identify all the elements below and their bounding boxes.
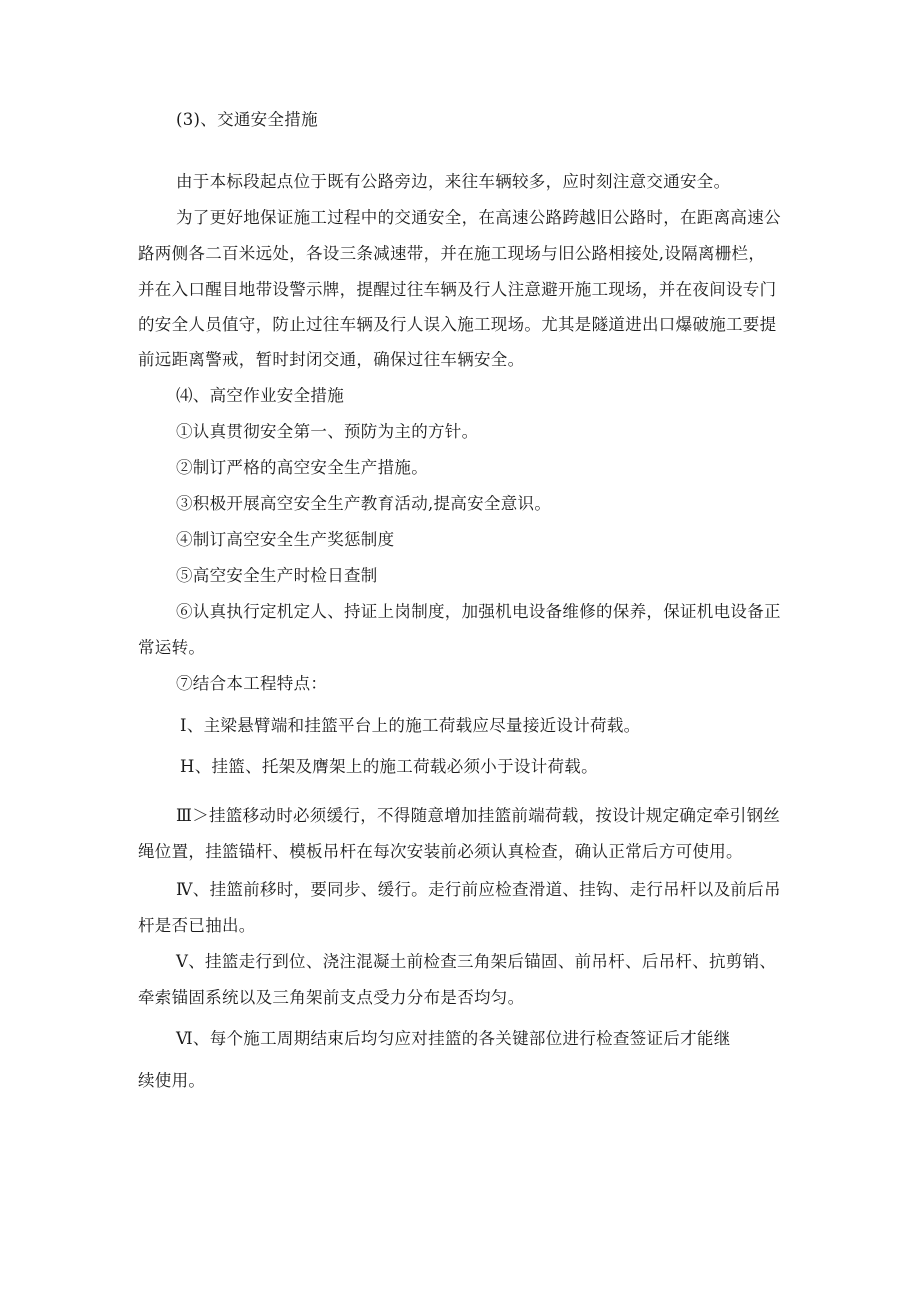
paragraph-line: 的安全人员值守，防止过往车辆及行人误入施工现场。尤其是隧道进出口爆破施工要提 [138, 315, 777, 334]
sub-item: H、挂篮、托架及膺架上的施工荷载必须小于设计荷载。 [180, 757, 598, 776]
sub-item: Ⅴ、挂篮走行到位、浇注混凝土前检查三角架后锚固、前吊杆、后吊杆、抗剪销、 [176, 952, 777, 971]
list-item: ⑦结合本工程特点： [176, 674, 328, 693]
paragraph-line: 前远距离警戒，暂时封闭交通，确保过往车辆安全。 [138, 350, 525, 369]
list-item: ⑥认真执行定机定人、持证上岗制度，加强机电设备维修的保养，保证机电设备正 [176, 602, 781, 621]
paragraph-line: 为了更好地保证施工过程中的交通安全，在高速公路跨越旧公路时，在距离高速公 [176, 208, 781, 227]
sub-item: Ⅵ、每个施工周期结束后均匀应对挂篮的各关键部位进行检查签证后才能继 [176, 1029, 731, 1048]
list-item: ④制订高空安全生产奖惩制度 [176, 530, 395, 549]
sub-item-continuation: 杆是否已抽出。 [138, 916, 256, 935]
list-item-continuation: 常运转。 [138, 638, 206, 657]
sub-item: I、主梁悬臂端和挂篮平台上的施工荷载应尽量接近设计荷载。 [180, 716, 641, 735]
sub-item-continuation: 牵索锚固系统以及三角架前支点受力分布是否均匀。 [138, 988, 525, 1007]
sub-item-continuation: 续使用。 [138, 1071, 206, 1090]
list-item: ①认真贯彻安全第一、预防为主的方针。 [176, 422, 479, 441]
paragraph-line: 并在入口醒目地带设警示牌，提醒过往车辆及行人注意避开施工现场，并在夜间设专门 [138, 280, 777, 299]
list-item: ⑤高空安全生产时检日查制 [176, 566, 378, 585]
paragraph-line: 由于本标段起点位于既有公路旁边，来往车辆较多，应时刻注意交通安全。 [176, 172, 731, 191]
sub-item: Ⅲ＞挂篮移动时必须缓行，不得随意增加挂篮前端荷载，按设计规定确定牵引钢丝 [176, 806, 781, 825]
sub-item-continuation: 绳位置，挂篮锚杆、模板吊杆在每次安装前必须认真检查，确认正常后方可使用。 [138, 842, 743, 861]
list-item: ②制订严格的高空安全生产措施。 [176, 458, 428, 477]
section-heading-high-altitude: ⑷、高空作业安全措施 [176, 386, 344, 405]
section-heading-traffic: (3)、交通安全措施 [176, 110, 318, 129]
paragraph-line: 路两侧各二百米远处，各设三条减速带，并在施工现场与旧公路相接处,设隔离栅栏， [138, 244, 766, 263]
sub-item: Ⅳ、挂篮前移时，要同步、缓行。走行前应检查滑道、挂钩、走行吊杆以及前后吊 [176, 880, 781, 899]
list-item: ③积极开展高空安全生产教育活动,提高安全意识。 [176, 494, 552, 513]
